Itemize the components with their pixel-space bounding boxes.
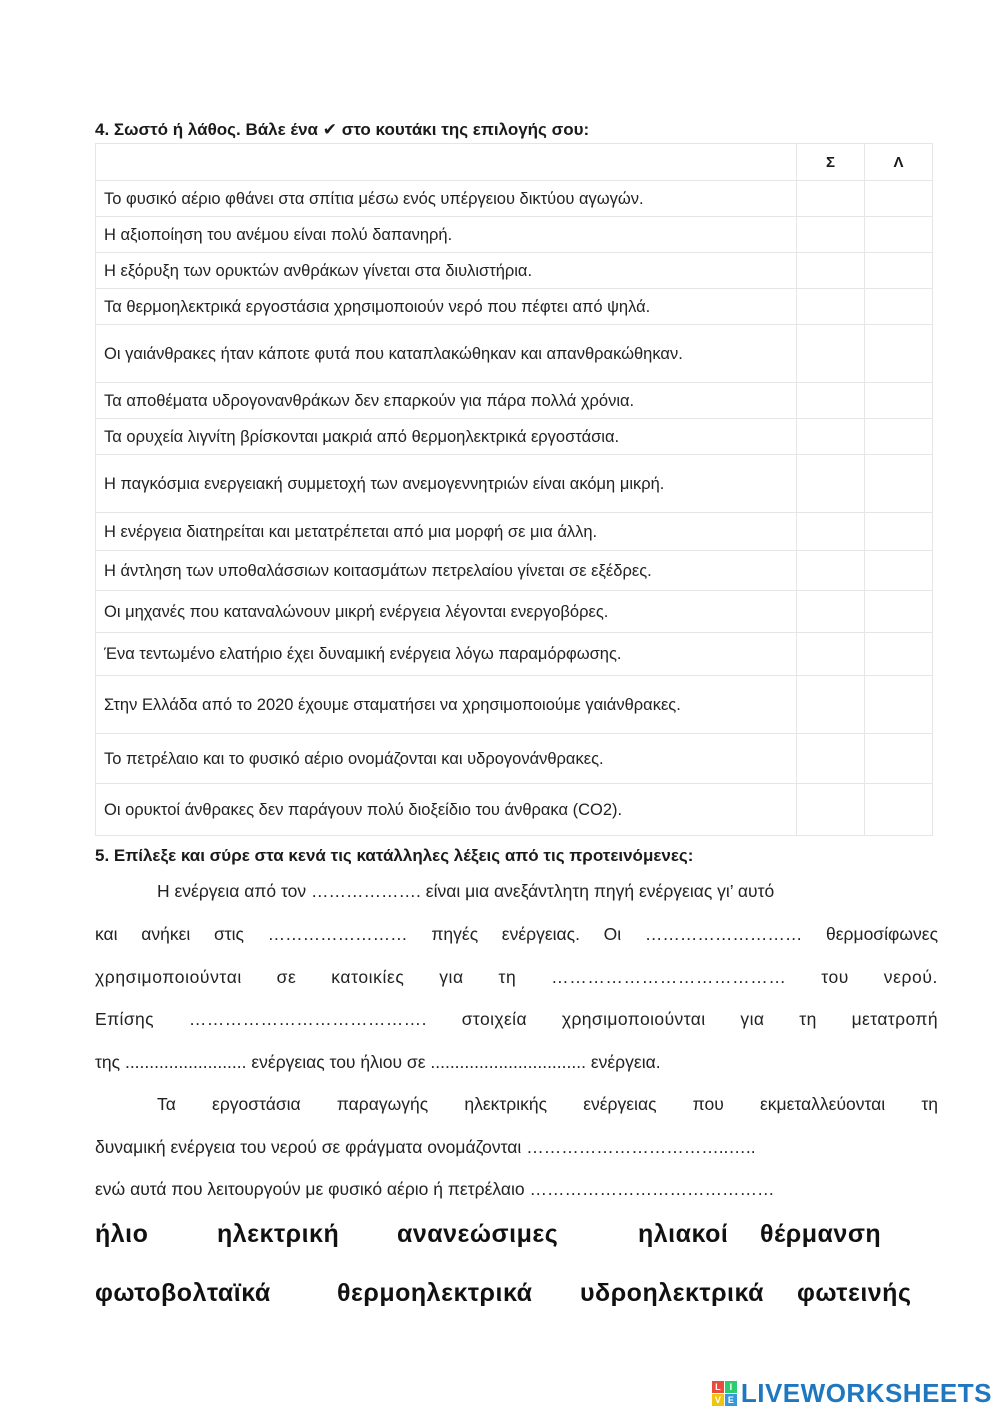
- blank-6[interactable]: .........................: [124, 1052, 247, 1072]
- table-row: [96, 734, 933, 784]
- logo-letter: V: [712, 1394, 724, 1406]
- statement-2: Η αξιοποίηση του ανέμου είναι πολύ δαπανηρή.: [96, 217, 797, 253]
- text: δυναμική ενέργεια του νερού σε φράγματα ονομάζονται: [95, 1137, 527, 1157]
- text: του νερού.: [786, 967, 938, 987]
- text: θερμοσίφωνες: [802, 924, 938, 944]
- statement-7: Τα ορυχεία λιγνίτη βρίσκονται μακριά από θερμοηλεκτρικά εργοστάσια.: [96, 419, 797, 455]
- blank-4[interactable]: …………………………………: [551, 967, 787, 987]
- header-blank: [96, 144, 797, 181]
- word-option-thermansi[interactable]: θέρμανση: [760, 1220, 882, 1248]
- table-row: [96, 217, 933, 253]
- word-option-ydroilektrika[interactable]: υδροηλεκτρικά: [580, 1279, 764, 1307]
- paragraph-2-line-3: [95, 1178, 938, 1200]
- word-option-thermoilektrika[interactable]: θερμοηλεκτρικά: [337, 1279, 533, 1307]
- paragraph-2-line-1: [95, 1093, 938, 1115]
- table-row: [96, 551, 933, 591]
- statement-15: Οι ορυκτοί άνθρακες δεν παράγουν πολύ διοξείδιο του άνθρακα (CO2).: [96, 784, 797, 836]
- true-box-4[interactable]: [797, 289, 865, 325]
- statement-5: Οι γαιάνθρακες ήταν κάποτε φυτά που καταπλακώθηκαν και απανθρακώθηκαν.: [96, 325, 797, 383]
- table-row: [96, 633, 933, 676]
- statement-11: Οι μηχανές που καταναλώνουν μικρή ενέργεια λέγονται ενεργοβόρες.: [96, 591, 797, 633]
- false-box-2[interactable]: [865, 217, 933, 253]
- false-box-14[interactable]: [865, 734, 933, 784]
- text: χρησιμοποιούνται σε κατοικίες για τη: [95, 967, 552, 987]
- table-row: [96, 676, 933, 734]
- false-box-3[interactable]: [865, 253, 933, 289]
- text: ενέργειας του ήλιου σε: [246, 1052, 431, 1072]
- true-box-13[interactable]: [797, 676, 865, 734]
- text: της: [95, 1052, 125, 1072]
- statement-6: Τα αποθέματα υδρογονανθράκων δεν επαρκούν για πάρα πολλά χρόνια.: [96, 383, 797, 419]
- text: και ανήκει στις: [95, 924, 268, 944]
- table-row: [96, 784, 933, 836]
- blank-3[interactable]: ………………………: [644, 924, 803, 944]
- statement-10: Η άντληση των υποθαλάσσιων κοιτασμάτων πετρελαίου γίνεται σε εξέδρες.: [96, 551, 797, 591]
- true-box-7[interactable]: [797, 419, 865, 455]
- false-box-15[interactable]: [865, 784, 933, 836]
- word-option-iliakoi[interactable]: ηλιακοί: [638, 1220, 729, 1248]
- text: ενώ αυτά που λειτουργούν με φυσικό αέριο ή πετρέλαιο: [95, 1179, 530, 1199]
- header-false: Λ: [865, 144, 933, 181]
- true-box-15[interactable]: [797, 784, 865, 836]
- blank-2[interactable]: ……………………: [267, 924, 408, 944]
- logo-letter: L: [712, 1381, 724, 1393]
- text: πηγές ενέργειας. Οι: [407, 924, 645, 944]
- blank-5[interactable]: ………………………………….: [188, 1009, 427, 1029]
- logo-text: LIVEWORKSHEETS: [740, 1378, 992, 1408]
- paragraph-1-line-2: [95, 923, 938, 945]
- word-option-fotovoltaika[interactable]: φωτοβολταϊκά: [95, 1279, 271, 1307]
- word-option-ilio[interactable]: ήλιο: [95, 1220, 149, 1248]
- text: Η ενέργεια από τον: [157, 881, 312, 901]
- statement-13: Στην Ελλάδα από το 2020 έχουμε σταματήσει να χρησιμοποιούμε γαιάνθρακες.: [96, 676, 797, 734]
- paragraph-1-line-5: [95, 1051, 938, 1073]
- false-box-13[interactable]: [865, 676, 933, 734]
- statement-9: Η ενέργεια διατηρείται και μετατρέπεται από μια μορφή σε μια άλλη.: [96, 513, 797, 551]
- logo-letter: E: [725, 1394, 737, 1406]
- false-box-8[interactable]: [865, 455, 933, 513]
- blank-8[interactable]: ……………………………..…..: [526, 1137, 756, 1157]
- statement-3: Η εξόρυξη των ορυκτών ανθράκων γίνεται στα διυλιστήρια.: [96, 253, 797, 289]
- true-box-1[interactable]: [797, 181, 865, 217]
- word-option-foteinis[interactable]: φωτεινής: [797, 1279, 912, 1307]
- true-box-8[interactable]: [797, 455, 865, 513]
- statement-14: Το πετρέλαιο και το φυσικό αέριο ονομάζονται και υδρογονάνθρακες.: [96, 734, 797, 784]
- true-box-5[interactable]: [797, 325, 865, 383]
- blank-1[interactable]: ……………….: [311, 881, 421, 901]
- table-row: [96, 325, 933, 383]
- table-row: [96, 591, 933, 633]
- table-row: [96, 419, 933, 455]
- false-box-7[interactable]: [865, 419, 933, 455]
- statement-12: Ένα τεντωμένο ελατήριο έχει δυναμική ενέργεια λόγω παραμόρφωσης.: [96, 633, 797, 676]
- text: είναι μια ανεξάντλητη πηγή ενέργειας γι’ αυτό: [420, 881, 775, 901]
- liveworksheets-logo[interactable]: [712, 1378, 992, 1409]
- false-box-9[interactable]: [865, 513, 933, 551]
- header-true: Σ: [797, 144, 865, 181]
- paragraph-1-line-3: [95, 966, 938, 988]
- table-row: [96, 289, 933, 325]
- paragraph-2-line-2: [95, 1136, 938, 1158]
- false-box-12[interactable]: [865, 633, 933, 676]
- paragraph-1-line-4: [95, 1008, 938, 1030]
- word-option-ananeosimes[interactable]: ανανεώσιμες: [397, 1220, 559, 1248]
- false-box-10[interactable]: [865, 551, 933, 591]
- true-box-10[interactable]: [797, 551, 865, 591]
- statement-8: Η παγκόσμια ενεργειακή συμμετοχή των ανεμογεννητριών είναι ακόμη μικρή.: [96, 455, 797, 513]
- true-box-2[interactable]: [797, 217, 865, 253]
- table-row: [96, 253, 933, 289]
- true-box-14[interactable]: [797, 734, 865, 784]
- false-box-4[interactable]: [865, 289, 933, 325]
- paragraph-1-line-1: [95, 880, 938, 902]
- true-false-table: [95, 143, 933, 836]
- false-box-6[interactable]: [865, 383, 933, 419]
- text: στοιχεία χρησιμοποιούνται για τη μετατροπή: [426, 1009, 938, 1029]
- statement-4: Τα θερμοηλεκτρικά εργοστάσια χρησιμοποιούν νερό που πέφτει από ψηλά.: [96, 289, 797, 325]
- table-row: [96, 383, 933, 419]
- true-box-12[interactable]: [797, 633, 865, 676]
- false-box-1[interactable]: [865, 181, 933, 217]
- table-row: [96, 181, 933, 217]
- table-row: [96, 513, 933, 551]
- true-box-11[interactable]: [797, 591, 865, 633]
- statement-1: Το φυσικό αέριο φθάνει στα σπίτια μέσω ενός υπέργειου δικτύου αγωγών.: [96, 181, 797, 217]
- blank-9[interactable]: ……………………………………: [529, 1179, 775, 1199]
- word-option-ilektriki[interactable]: ηλεκτρική: [217, 1220, 340, 1248]
- false-box-5[interactable]: [865, 325, 933, 383]
- true-box-9[interactable]: [797, 513, 865, 551]
- false-box-11[interactable]: [865, 591, 933, 633]
- blank-7[interactable]: ................................: [430, 1052, 586, 1072]
- text: ενέργεια.: [585, 1052, 661, 1072]
- true-box-3[interactable]: [797, 253, 865, 289]
- table-header-row: [96, 144, 933, 181]
- question-4-title: 4. Σωστό ή λάθος. Βάλε ένα ✔ στο κουτάκι της επιλογής σου:: [95, 120, 590, 139]
- logo-letter: I: [725, 1381, 737, 1393]
- text: Επίσης: [95, 1009, 189, 1029]
- logo-mark-icon: [712, 1381, 737, 1406]
- question-5-title: 5. Επίλεξε και σύρε στα κενά τις κατάλληλες λέξεις από τις προτεινόμενες:: [95, 846, 694, 865]
- text: Τα εργοστάσια παραγωγής ηλεκτρικής ενέργειας που εκμεταλλεύονται τη: [157, 1094, 938, 1114]
- table-row: [96, 455, 933, 513]
- true-box-6[interactable]: [797, 383, 865, 419]
